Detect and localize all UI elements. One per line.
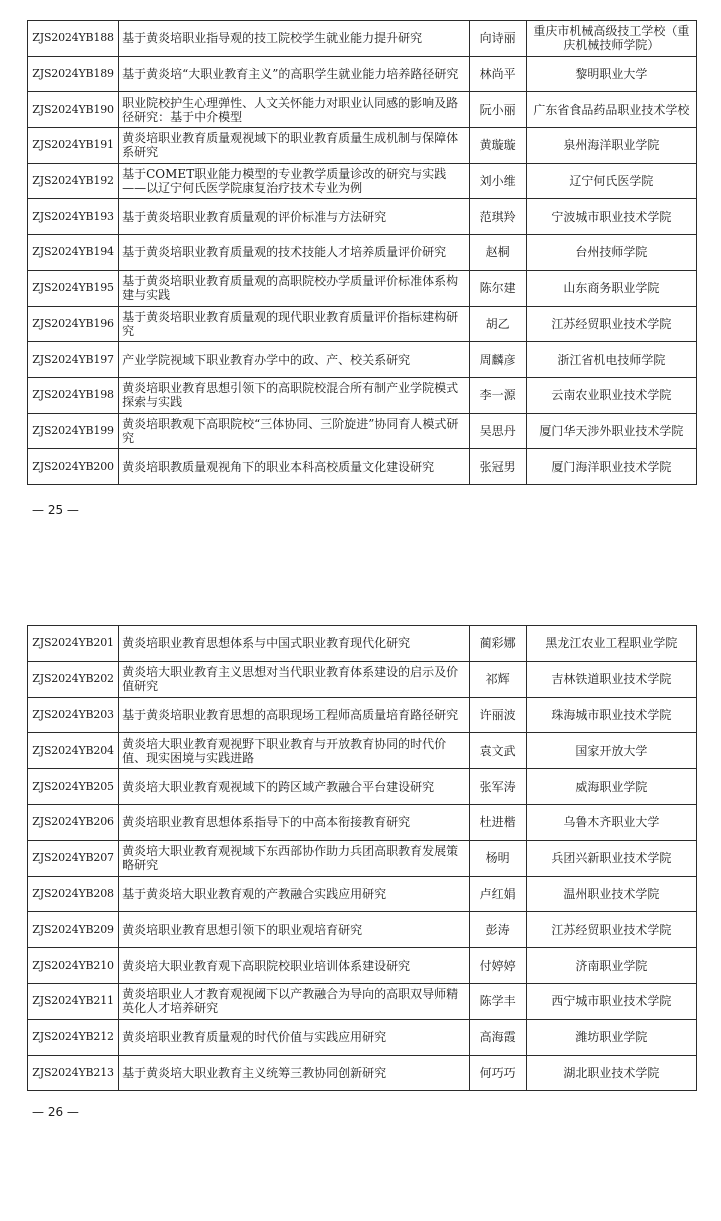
project-title: 基于黄炎培“大职业教育主义”的高职学生就业能力培养路径研究 [119, 56, 470, 92]
project-title: 黄炎培职业教育质量观的时代价值与实践应用研究 [119, 1019, 470, 1055]
project-code: ZJS2024YB204 [28, 733, 119, 769]
institution-name: 国家开放大学 [526, 733, 696, 769]
project-title: 黄炎培大职业教育观视域下的跨区域产教融合平台建设研究 [119, 769, 470, 805]
project-code: ZJS2024YB205 [28, 769, 119, 805]
project-title: 基于黄炎培职业教育质量观的现代职业教育质量评价指标建构研究 [119, 306, 470, 342]
project-code: ZJS2024YB213 [28, 1055, 119, 1091]
institution-name: 威海职业学院 [526, 769, 696, 805]
table-row [28, 56, 697, 92]
table-row [28, 21, 697, 57]
applicant-name: 高海霞 [469, 1019, 526, 1055]
project-title: 黄炎培大职业教育主义思想对当代职业教育体系建设的启示及价值研究 [119, 661, 470, 697]
institution-name: 兵团兴新职业技术学院 [526, 840, 696, 876]
institution-name: 山东商务职业学院 [526, 270, 696, 306]
institution-name: 济南职业学院 [526, 948, 696, 984]
institution-name: 厦门海洋职业技术学院 [526, 449, 696, 485]
project-code: ZJS2024YB191 [28, 128, 119, 164]
table-row [28, 948, 697, 984]
table-row [28, 199, 697, 235]
project-title: 黄炎培职业教育思想体系指导下的中高本衔接教育研究 [119, 804, 470, 840]
project-title: 黄炎培职业教育思想体系与中国式职业教育现代化研究 [119, 626, 470, 662]
project-code: ZJS2024YB207 [28, 840, 119, 876]
institution-name: 潍坊职业学院 [526, 1019, 696, 1055]
applicant-name: 范琪羚 [469, 199, 526, 235]
applicant-name: 蔺彩娜 [469, 626, 526, 662]
table-row [28, 983, 697, 1019]
applicant-name: 林尚平 [469, 56, 526, 92]
applicant-name: 付婷婷 [469, 948, 526, 984]
table-row [28, 92, 697, 128]
institution-name: 厦门华天涉外职业技术学院 [526, 413, 696, 449]
table-row [28, 840, 697, 876]
table-row [28, 1055, 697, 1091]
table-row [28, 697, 697, 733]
institution-name: 泉州海洋职业学院 [526, 128, 696, 164]
table-row [28, 661, 697, 697]
institution-name: 浙江省机电技师学院 [526, 342, 696, 378]
institution-name: 吉林铁道职业技术学院 [526, 661, 696, 697]
applicant-name: 黄璇璇 [469, 128, 526, 164]
applicant-name: 何巧巧 [469, 1055, 526, 1091]
applicant-name: 赵桐 [469, 235, 526, 271]
table-page-25 [27, 20, 697, 485]
project-code: ZJS2024YB193 [28, 199, 119, 235]
project-title: 黄炎培大职业教育观视域下东西部协作助力兵团高职教育发展策略研究 [119, 840, 470, 876]
table-page-26 [27, 625, 697, 1091]
table-row [28, 377, 697, 413]
project-title: 黄炎培大职业教育观视野下职业教育与开放教育协同的时代价值、现实困境与实践进路 [119, 733, 470, 769]
project-code: ZJS2024YB199 [28, 413, 119, 449]
applicant-name: 刘小维 [469, 163, 526, 199]
project-code: ZJS2024YB188 [28, 21, 119, 57]
table-row [28, 876, 697, 912]
table-row [28, 912, 697, 948]
table-row [28, 128, 697, 164]
table-row [28, 270, 697, 306]
project-code: ZJS2024YB209 [28, 912, 119, 948]
project-code: ZJS2024YB192 [28, 163, 119, 199]
institution-name: 宁波城市职业技术学院 [526, 199, 696, 235]
project-title: 基于黄炎培大职业教育观的产教融合实践应用研究 [119, 876, 470, 912]
applicant-name: 陈尔建 [469, 270, 526, 306]
institution-name: 辽宁何氏医学院 [526, 163, 696, 199]
project-title: 黄炎培职业教育思想引领下的职业观培育研究 [119, 912, 470, 948]
applicant-name: 许丽波 [469, 697, 526, 733]
project-code: ZJS2024YB197 [28, 342, 119, 378]
applicant-name: 李一源 [469, 377, 526, 413]
applicant-name: 袁文武 [469, 733, 526, 769]
project-code: ZJS2024YB201 [28, 626, 119, 662]
project-table [27, 625, 697, 1091]
project-code: ZJS2024YB203 [28, 697, 119, 733]
table-row [28, 626, 697, 662]
project-code: ZJS2024YB200 [28, 449, 119, 485]
applicant-name: 彭涛 [469, 912, 526, 948]
page-number: — 26 — [32, 1105, 79, 1119]
institution-name: 广东省食品药品职业技术学校 [526, 92, 696, 128]
institution-name: 西宁城市职业技术学院 [526, 983, 696, 1019]
applicant-name: 胡乙 [469, 306, 526, 342]
applicant-name: 卢红娟 [469, 876, 526, 912]
applicant-name: 周麟彦 [469, 342, 526, 378]
institution-name: 江苏经贸职业技术学院 [526, 912, 696, 948]
table-row [28, 413, 697, 449]
table-row [28, 449, 697, 485]
project-code: ZJS2024YB189 [28, 56, 119, 92]
project-title: 黄炎培职业教育质量观视域下的职业教育质量生成机制与保障体系研究 [119, 128, 470, 164]
project-title: 黄炎培职业教育思想引领下的高职院校混合所有制产业学院模式探索与实践 [119, 377, 470, 413]
project-code: ZJS2024YB190 [28, 92, 119, 128]
project-title: 基于黄炎培大职业教育主义统筹三教协同创新研究 [119, 1055, 470, 1091]
applicant-name: 陈学丰 [469, 983, 526, 1019]
applicant-name: 张军涛 [469, 769, 526, 805]
project-code: ZJS2024YB194 [28, 235, 119, 271]
project-title: 基于COMET职业能力模型的专业教学质量诊改的研究与实践——以辽宁何氏医学院康复治疗技术专业为例 [119, 163, 470, 199]
project-code: ZJS2024YB212 [28, 1019, 119, 1055]
project-code: ZJS2024YB211 [28, 983, 119, 1019]
project-code: ZJS2024YB196 [28, 306, 119, 342]
project-title: 基于黄炎培职业教育质量观的评价标准与方法研究 [119, 199, 470, 235]
institution-name: 珠海城市职业技术学院 [526, 697, 696, 733]
project-title: 黄炎培职业人才教育观视阈下以产教融合为导向的高职双导师精英化人才培养研究 [119, 983, 470, 1019]
project-code: ZJS2024YB198 [28, 377, 119, 413]
institution-name: 重庆市机械高级技工学校（重庆机械技师学院） [526, 21, 696, 57]
project-title: 黄炎培职教质量观视角下的职业本科高校质量文化建设研究 [119, 449, 470, 485]
project-title: 职业院校护生心理弹性、人文关怀能力对职业认同感的影响及路径研究：基于中介模型 [119, 92, 470, 128]
project-code: ZJS2024YB206 [28, 804, 119, 840]
institution-name: 温州职业技术学院 [526, 876, 696, 912]
table-row [28, 769, 697, 805]
institution-name: 乌鲁木齐职业大学 [526, 804, 696, 840]
table-row [28, 163, 697, 199]
page-number: — 25 — [32, 503, 79, 517]
institution-name: 黑龙江农业工程职业学院 [526, 626, 696, 662]
table-row [28, 804, 697, 840]
project-title: 基于黄炎培职业指导观的技工院校学生就业能力提升研究 [119, 21, 470, 57]
applicant-name: 阮小丽 [469, 92, 526, 128]
project-code: ZJS2024YB208 [28, 876, 119, 912]
project-code: ZJS2024YB210 [28, 948, 119, 984]
project-title: 基于黄炎培职业教育思想的高职现场工程师高质量培育路径研究 [119, 697, 470, 733]
institution-name: 黎明职业大学 [526, 56, 696, 92]
project-title: 产业学院视域下职业教育办学中的政、产、校关系研究 [119, 342, 470, 378]
institution-name: 江苏经贸职业技术学院 [526, 306, 696, 342]
table-row [28, 235, 697, 271]
project-title: 基于黄炎培职业教育质量观的技术技能人才培养质量评价研究 [119, 235, 470, 271]
project-title: 基于黄炎培职业教育质量观的高职院校办学质量评价标准体系构建与实践 [119, 270, 470, 306]
table-row [28, 1019, 697, 1055]
project-code: ZJS2024YB195 [28, 270, 119, 306]
table-row [28, 342, 697, 378]
project-code: ZJS2024YB202 [28, 661, 119, 697]
project-title: 黄炎培职教观下高职院校“三体协同、三阶旋进”协同育人模式研究 [119, 413, 470, 449]
table-row [28, 306, 697, 342]
applicant-name: 张冠男 [469, 449, 526, 485]
applicant-name: 杨明 [469, 840, 526, 876]
institution-name: 湖北职业技术学院 [526, 1055, 696, 1091]
project-title: 黄炎培大职业教育观下高职院校职业培训体系建设研究 [119, 948, 470, 984]
applicant-name: 吴思丹 [469, 413, 526, 449]
project-table [27, 20, 697, 485]
applicant-name: 向诗丽 [469, 21, 526, 57]
applicant-name: 杜进楷 [469, 804, 526, 840]
institution-name: 台州技师学院 [526, 235, 696, 271]
institution-name: 云南农业职业技术学院 [526, 377, 696, 413]
table-row [28, 733, 697, 769]
applicant-name: 祁辉 [469, 661, 526, 697]
